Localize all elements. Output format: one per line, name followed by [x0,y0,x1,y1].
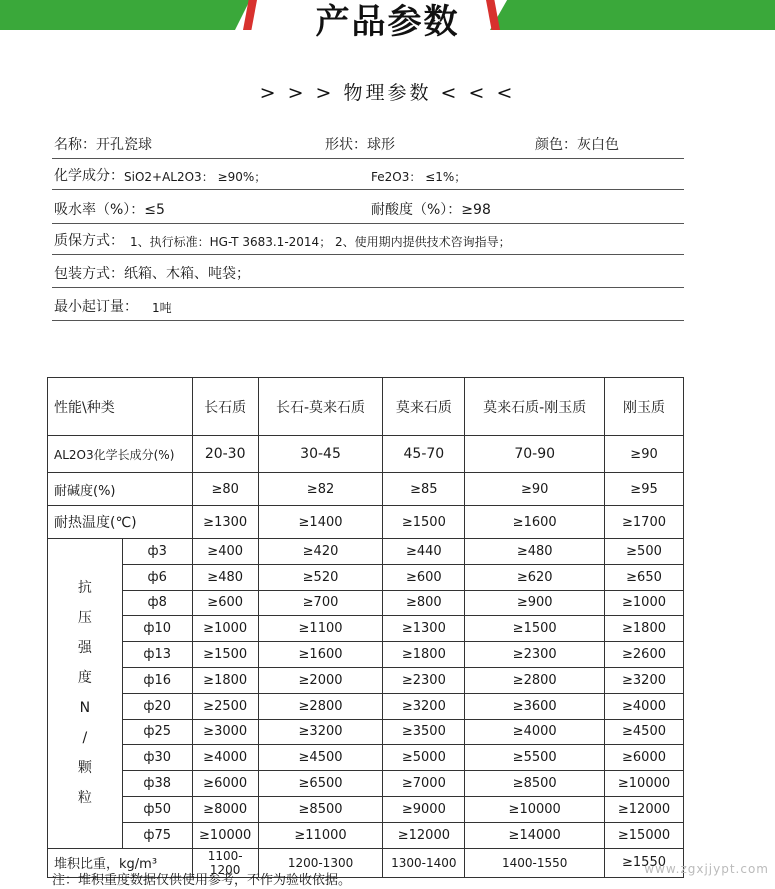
table-cell: ≥1500 [383,506,465,539]
table-cell: ≥4000 [192,745,258,771]
table-cell: ≥2300 [465,642,605,668]
table-cell: ≥1000 [192,616,258,642]
table-cell: ≥1500 [192,642,258,668]
row-label: 堆积比重，kg/m³ [48,848,193,877]
size-cell: ф10 [122,616,192,642]
size-cell: ф6 [122,564,192,590]
table-cell: ≥2800 [258,693,383,719]
table-cell: ≥800 [383,590,465,616]
section-subtitle: > > > 物理参数 < < < [259,82,516,104]
table-row-strength [48,822,684,848]
table-cell: ≥6000 [192,771,258,797]
header-cell: 长石-莫来石质 [258,378,383,436]
table-cell: ≥1500 [465,616,605,642]
table-cell: ≥3200 [258,719,383,745]
size-cell: ф50 [122,796,192,822]
table-cell: ≥620 [465,564,605,590]
strength-label-char: 强 [77,640,92,657]
size-cell: ф20 [122,693,192,719]
packaging-text: 包装方式：纸箱、木箱、吨袋； [54,266,250,282]
table-cell: 1100-1200 [192,848,258,877]
table-cell: ≥10000 [192,822,258,848]
table-cell: ≥600 [383,564,465,590]
table-row-strength [48,745,684,771]
table-cell: ≥2300 [383,667,465,693]
warranty-label: 质保方式： [54,233,124,249]
table-cell: ≥10000 [465,796,605,822]
table-row-strength [48,667,684,693]
table-cell: ≥3200 [383,693,465,719]
info-row-moq [52,289,684,321]
table-cell: 45-70 [383,436,465,473]
table-row-al2o3 [48,436,684,473]
strength-rows [48,539,684,849]
table-row-strength [48,719,684,745]
header-cell: 莫来石质-刚玉质 [465,378,605,436]
table-row-heat [48,506,684,539]
table-cell: ≥2600 [605,642,684,668]
strength-label-char: 压 [77,610,92,627]
table-cell: ≥1300 [383,616,465,642]
table-cell: ≥1800 [192,667,258,693]
strength-label-char: 度 [77,670,92,687]
product-name: 名称：开孔瓷球 [54,137,152,153]
table-cell: ≥1300 [192,506,258,539]
strength-label-char: N [79,700,91,717]
table-row-strength [48,616,684,642]
watermark: www.zgxjjypt.com [644,862,769,876]
table-row-strength [48,564,684,590]
strength-label-char: 粒 [77,790,92,807]
water-absorption: 吸水率（%）：≤5 [54,202,165,218]
strength-label-char: / [82,730,88,747]
chem-sio2: SiO2+AL2O3： ≥90%； [124,170,267,184]
product-shape: 形状：球形 [325,137,395,153]
table-row-strength [48,693,684,719]
table-cell: 1200-1300 [258,848,383,877]
table-cell: ≥1800 [605,616,684,642]
strength-label-char: 颗 [77,760,92,777]
table-cell: ≥8000 [192,796,258,822]
table-cell: ≥700 [258,590,383,616]
table-cell: ≥4500 [258,745,383,771]
table-cell: ≥9000 [383,796,465,822]
table-cell: ≥6000 [605,745,684,771]
info-row-chemistry [52,158,684,190]
size-cell: ф16 [122,667,192,693]
table-cell: ≥1600 [258,642,383,668]
table-cell: ≥8500 [465,771,605,797]
table-cell: ≥90 [465,473,605,506]
table-cell: 1400-1550 [465,848,605,877]
table-cell: ≥2500 [192,693,258,719]
size-cell: ф3 [122,539,192,565]
strength-label [48,539,123,849]
size-cell: ф25 [122,719,192,745]
table-cell: ≥4500 [605,719,684,745]
table-header-row [48,378,684,436]
table-cell: ≥3500 [383,719,465,745]
table-cell: ≥10000 [605,771,684,797]
warranty-text: 1、执行标准：HG-T 3683.1-2014； 2、使用期内提供技术咨询指导； [130,235,511,249]
table-row-strength [48,642,684,668]
row-label: AL2O3化学长成分(%) [48,436,193,473]
table-cell: ≥3000 [192,719,258,745]
table-cell: ≥650 [605,564,684,590]
table-cell: ≥6500 [258,771,383,797]
table-cell: 1300-1400 [383,848,465,877]
product-color: 颜色：灰白色 [535,137,619,153]
table-cell: ≥8500 [258,796,383,822]
table-cell: ≥90 [605,436,684,473]
size-cell: ф8 [122,590,192,616]
size-cell: ф75 [122,822,192,848]
table-cell: ≥7000 [383,771,465,797]
header-cell: 性能\种类 [48,378,193,436]
footnote: 注：堆积重度数据仅供使用参考，不作为验收依据。 [52,873,352,888]
table-cell: ≥480 [192,564,258,590]
header-cell: 莫来石质 [383,378,465,436]
table-cell: ≥1700 [605,506,684,539]
table-cell: ≥2000 [258,667,383,693]
info-row-warranty [52,223,684,255]
table-row-strength [48,539,684,565]
chem-fe2o3: Fe2O3： ≤1%； [371,170,467,184]
table-cell: ≥85 [383,473,465,506]
table-cell: ≥11000 [258,822,383,848]
table-cell: ≥2800 [465,667,605,693]
info-row-name [52,127,684,159]
table-cell: ≥1400 [258,506,383,539]
table-cell: 30-45 [258,436,383,473]
table-cell: ≥80 [192,473,258,506]
size-cell: ф13 [122,642,192,668]
table-cell: ≥1000 [605,590,684,616]
moq-value: 1吨 [152,301,172,315]
table-cell: ≥12000 [605,796,684,822]
table-row-strength [48,590,684,616]
table-cell: ≥95 [605,473,684,506]
table-cell: ≥900 [465,590,605,616]
table-cell: ≥1600 [465,506,605,539]
table-cell: ≥1550 [605,848,684,877]
table-cell: ≥1800 [383,642,465,668]
strength-label-char: 抗 [77,580,92,597]
acid-resistance: 耐酸度（%）：≥98 [371,202,491,218]
table-cell: ≥1100 [258,616,383,642]
table-cell: ≥15000 [605,822,684,848]
table-cell: ≥500 [605,539,684,565]
table-cell: ≥400 [192,539,258,565]
table-cell: ≥440 [383,539,465,565]
table-cell: ≥480 [465,539,605,565]
table-row-alkali [48,473,684,506]
table-cell: ≥14000 [465,822,605,848]
table-cell: ≥5000 [383,745,465,771]
table-cell: ≥5500 [465,745,605,771]
moq-label: 最小起订量： [54,299,138,315]
page-title: 产品参数 [315,2,460,42]
table-cell: ≥12000 [383,822,465,848]
table-cell: 20-30 [192,436,258,473]
table-cell: 70-90 [465,436,605,473]
table-cell: ≥3600 [465,693,605,719]
table-row-strength [48,796,684,822]
table-cell: ≥4000 [465,719,605,745]
table-row-strength [48,771,684,797]
table-cell: ≥520 [258,564,383,590]
info-row-packaging [52,256,684,288]
chem-label: 化学成分： [54,168,124,184]
table-cell: ≥600 [192,590,258,616]
spec-table [47,377,684,878]
table-cell: ≥420 [258,539,383,565]
table-cell: ≥4000 [605,693,684,719]
table-cell: ≥3200 [605,667,684,693]
header-cell: 长石质 [192,378,258,436]
size-cell: ф38 [122,771,192,797]
row-label: 耐热温度(℃) [48,506,193,539]
row-label: 耐碱度(%) [48,473,193,506]
table-cell: ≥82 [258,473,383,506]
info-row-absorption [52,192,684,224]
size-cell: ф30 [122,745,192,771]
header-cell: 刚玉质 [605,378,684,436]
